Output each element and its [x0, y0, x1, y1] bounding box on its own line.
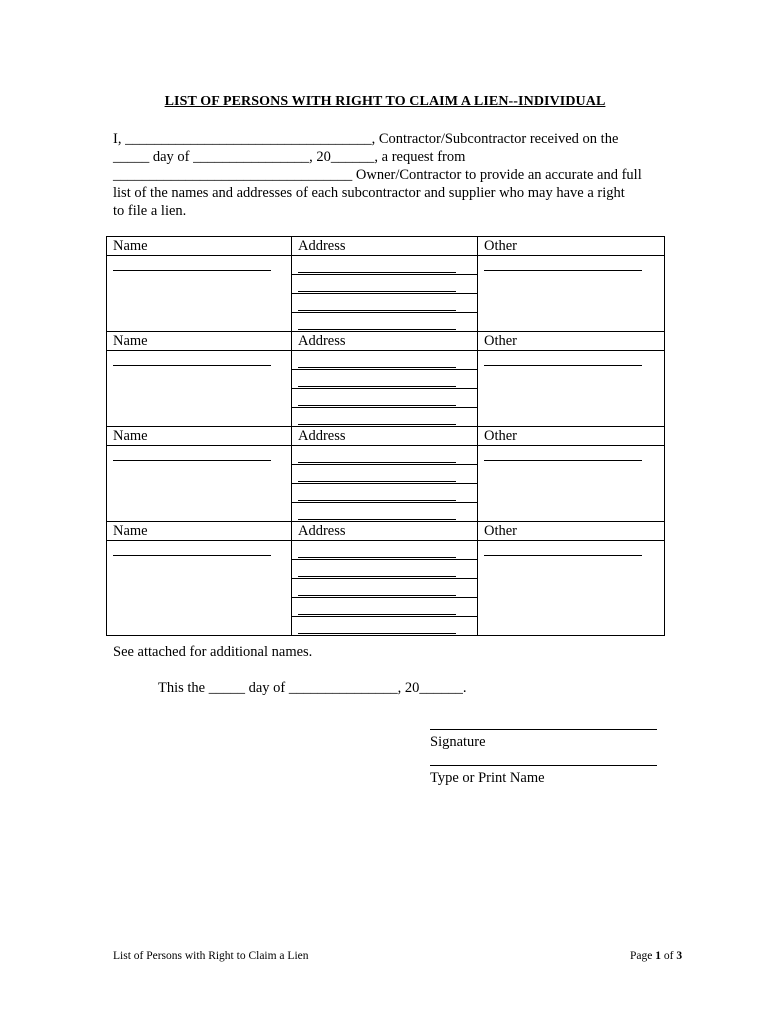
signature-label: Signature [430, 734, 486, 750]
address-field[interactable] [298, 351, 456, 368]
intro-line-3: _________________________________ Owner/Contractor to provide an accurate and full [113, 167, 642, 183]
name-cell [107, 351, 292, 427]
table-row [107, 256, 665, 332]
print-name-label: Type or Print Name [430, 770, 545, 786]
other-header: Other [478, 332, 665, 351]
other-cell [478, 351, 665, 427]
other-cell [478, 446, 665, 522]
other-cell [478, 256, 665, 332]
address-field[interactable] [298, 294, 456, 311]
name-cell [107, 256, 292, 332]
page-of: of [660, 950, 677, 962]
address-field[interactable] [298, 256, 456, 273]
name-header: Name [107, 237, 292, 256]
name-header: Name [107, 522, 292, 541]
other-header: Other [478, 522, 665, 541]
address-field[interactable] [298, 370, 456, 387]
address-line [292, 598, 477, 617]
address-field[interactable] [298, 465, 456, 482]
address-cell [292, 351, 478, 427]
other-field[interactable] [484, 446, 642, 461]
address-field[interactable] [298, 541, 456, 558]
address-cell [292, 446, 478, 522]
see-attached-note: See attached for additional names. [113, 644, 313, 660]
other-field[interactable] [484, 256, 642, 271]
address-line [292, 541, 477, 560]
address-field[interactable] [298, 275, 456, 292]
address-field[interactable] [298, 503, 456, 520]
name-cell [107, 541, 292, 636]
intro-line-5: to file a lien. [113, 203, 187, 219]
intro-line-4: list of the names and addresses of each subcontractor and supplier who may have a right [113, 185, 625, 201]
address-line [292, 256, 477, 275]
table-row [107, 541, 665, 636]
address-line [292, 560, 477, 579]
other-field[interactable] [484, 541, 642, 556]
address-line [292, 446, 477, 465]
address-line [292, 275, 477, 294]
page-total: 3 [676, 950, 683, 962]
lien-claimants-table [106, 236, 665, 636]
address-line [292, 370, 477, 389]
address-field[interactable] [298, 446, 456, 463]
intro-line-2: _____ day of ________________, 20______, a request from [113, 149, 466, 165]
address-line [292, 465, 477, 484]
other-header: Other [478, 237, 665, 256]
address-cell [292, 256, 478, 332]
address-cell [292, 541, 478, 636]
address-header: Address [292, 427, 478, 446]
print-name-block [430, 764, 657, 787]
signature-field[interactable] [430, 728, 657, 730]
print-name-field[interactable] [430, 764, 657, 766]
date-line: This the _____ day of _______________, 20______. [158, 680, 467, 696]
table-header-row [107, 332, 665, 351]
table-header-row [107, 427, 665, 446]
intro-paragraph [113, 130, 673, 220]
page-current: 1 [655, 950, 661, 962]
signature-block [430, 728, 657, 751]
address-line [292, 351, 477, 370]
page-number [630, 950, 682, 962]
address-header: Address [292, 237, 478, 256]
address-field[interactable] [298, 484, 456, 501]
address-line [292, 294, 477, 313]
address-line [292, 617, 477, 635]
name-header: Name [107, 427, 292, 446]
name-field[interactable] [113, 541, 271, 556]
other-header: Other [478, 427, 665, 446]
address-field[interactable] [298, 389, 456, 406]
address-field[interactable] [298, 598, 456, 615]
footer-title: List of Persons with Right to Claim a Lien [113, 950, 309, 962]
address-header: Address [292, 522, 478, 541]
table-header-row [107, 522, 665, 541]
address-field[interactable] [298, 560, 456, 577]
name-cell [107, 446, 292, 522]
name-field[interactable] [113, 256, 271, 271]
address-line [292, 313, 477, 331]
address-field[interactable] [298, 617, 456, 634]
name-field[interactable] [113, 446, 271, 461]
table-row [107, 351, 665, 427]
other-cell [478, 541, 665, 636]
name-header: Name [107, 332, 292, 351]
table-row [107, 446, 665, 522]
address-line [292, 484, 477, 503]
address-line [292, 579, 477, 598]
address-field[interactable] [298, 579, 456, 596]
intro-line-1: I, __________________________________, Contractor/Subcontractor received on the [113, 131, 619, 147]
document-title: LIST OF PERSONS WITH RIGHT TO CLAIM A LIEN--INDIVIDUAL [164, 94, 606, 109]
page-prefix: Page [630, 950, 656, 962]
address-line [292, 389, 477, 408]
address-header: Address [292, 332, 478, 351]
address-field[interactable] [298, 408, 456, 425]
address-line [292, 503, 477, 521]
name-field[interactable] [113, 351, 271, 366]
address-line [292, 408, 477, 426]
table-header-row [107, 237, 665, 256]
other-field[interactable] [484, 351, 642, 366]
address-field[interactable] [298, 313, 456, 330]
